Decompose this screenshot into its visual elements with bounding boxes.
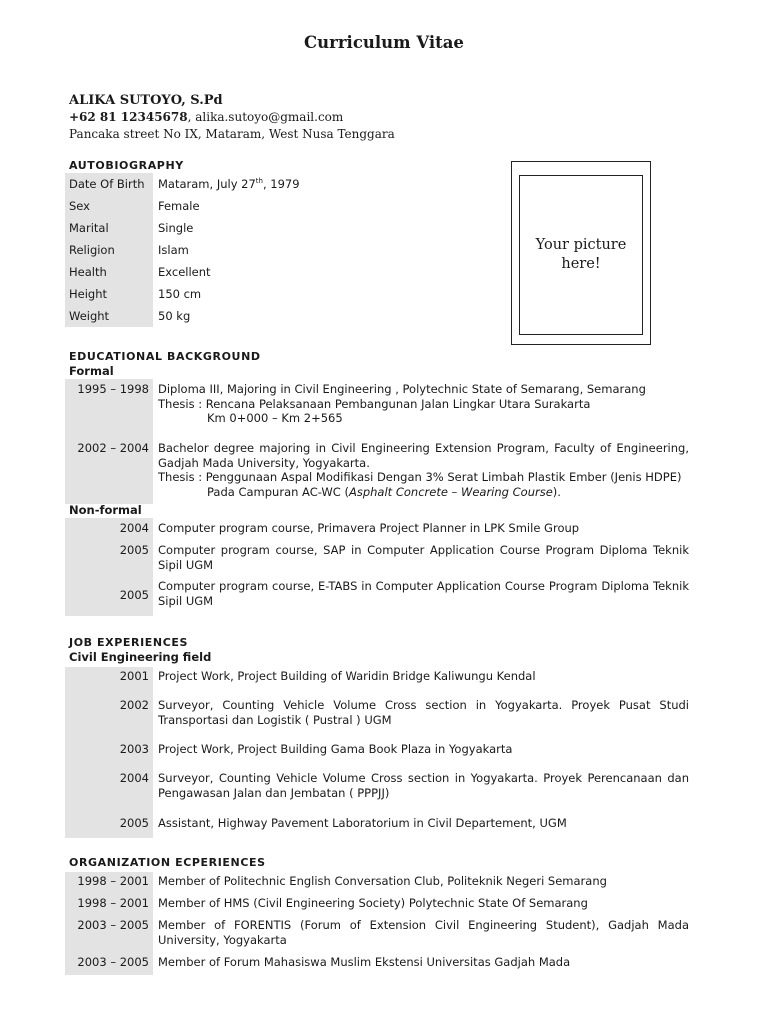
year-cell: 2001: [65, 667, 153, 696]
table-row: [65, 305, 438, 327]
job-text: Surveyor, Counting Vehicle Volume Cross section in Yogyakarta. Proyek Perencanaan dan Pengawasan Jalan dan Jembatan ( PPPJJ): [158, 771, 689, 800]
nonformal-education-table: [65, 518, 689, 616]
job-text: Surveyor, Counting Vehicle Volume Cross section in Yogyakarta. Proyek Pusat Studi Transportasi dan Logistik ( Pustral ) UGM: [158, 698, 689, 727]
table-row: [65, 740, 689, 769]
row-label: Date Of Birth: [65, 173, 153, 195]
education-entry: [153, 438, 689, 504]
row-value: 50 kg: [158, 309, 191, 323]
thesis-end: ).: [552, 484, 561, 499]
organization-text: Member of Forum Mahasiswa Muslim Ekstensi Universitas Gadjah Mada: [158, 955, 571, 969]
autobiography-table: [65, 173, 438, 327]
year-cell: 2003: [65, 740, 153, 769]
row-value: Excellent: [158, 265, 211, 279]
address-line: Pancaka street No IX, Mataram, West Nusa Tenggara: [69, 127, 395, 141]
row-label: Marital: [65, 217, 153, 239]
year-cell: 2005: [65, 576, 153, 616]
table-row: [65, 173, 438, 195]
table-row: [65, 518, 689, 540]
table-row: [65, 379, 689, 438]
education-degree: Bachelor degree majoring in Civil Engineering Extension Program, Faculty of Engineering, Gadjah Mada University, Yogyakarta.: [158, 441, 689, 470]
dob-suffix: th: [255, 177, 263, 186]
table-row: [65, 239, 438, 261]
education-degree: Diploma III, Majoring in Civil Engineering , Polytechnic State of Semarang, Semarang: [158, 382, 646, 396]
autobiography-heading: AUTOBIOGRAPHY: [69, 159, 184, 172]
row-value: [153, 173, 438, 195]
organization-heading: ORGANIZATION ECPERIENCES: [69, 856, 266, 869]
education-thesis-cont: [158, 485, 689, 500]
row-label: Height: [65, 283, 153, 305]
thesis-italic: Asphalt Concrete – Wearing Course: [348, 484, 553, 499]
jobs-heading: JOB EXPERIENCES: [69, 636, 189, 649]
formal-label: Formal: [69, 364, 114, 378]
education-thesis-cont: Km 0+000 – Km 2+565: [207, 411, 343, 425]
row-label: Religion: [65, 239, 153, 261]
jobs-table: [65, 667, 689, 838]
period-cell: 1998 – 2001: [65, 872, 153, 894]
year-cell: 2004: [65, 518, 153, 540]
table-row: [65, 916, 689, 953]
row-label: Health: [65, 261, 153, 283]
organization-table: [65, 872, 689, 975]
organization-text: Member of Politechnic English Conversation Club, Politeknik Negeri Semarang: [158, 874, 607, 888]
jobs-field-label: Civil Engineering field: [69, 650, 212, 664]
table-row: [65, 696, 689, 740]
course-text: Computer program course, E-TABS in Computer Application Course Program Diploma Teknik Sipil UGM: [158, 579, 689, 608]
row-value: 150 cm: [158, 287, 202, 301]
table-row: [65, 195, 438, 217]
table-row: [65, 894, 689, 916]
contact-line: [69, 110, 343, 124]
table-row: [65, 769, 689, 814]
table-row: [65, 953, 689, 975]
thesis-text: Pada Campuran AC-WC (: [207, 484, 349, 499]
nonformal-label: Non-formal: [69, 503, 142, 517]
job-text: Project Work, Project Building Gama Book Plaza in Yogyakarta: [158, 742, 513, 756]
education-thesis: Thesis : Rencana Pelaksanaan Pembangunan Jalan Lingkar Utara Surakarta: [158, 396, 591, 411]
photo-placeholder: Your picture here!: [519, 175, 643, 335]
phone-number: +62 81 12345678: [69, 110, 188, 124]
table-row: [65, 217, 438, 239]
year-cell: 2005: [65, 814, 153, 838]
period-cell: 1998 – 2001: [65, 894, 153, 916]
photo-frame: [511, 161, 651, 345]
row-value: Female: [158, 199, 200, 213]
year-cell: 2002: [65, 696, 153, 740]
course-text: Computer program course, SAP in Computer Application Course Program Diploma Teknik Sipil UGM: [158, 543, 689, 572]
table-row: [65, 872, 689, 894]
organization-text: Member of FORENTIS (Forum of Extension Civil Engineering Student), Gadjah Mada University, Yogyakarta: [158, 918, 689, 947]
email-address: , alika.sutoyo@gmail.com: [187, 110, 344, 124]
person-name: ALIKA SUTOYO, S.Pd: [69, 93, 223, 108]
period-cell: 1995 – 1998: [65, 379, 153, 438]
document-title: Curriculum Vitae: [304, 33, 464, 52]
row-value: Islam: [158, 243, 189, 257]
course-text: Computer program course, Primavera Project Planner in LPK Smile Group: [158, 521, 580, 535]
row-label: Weight: [65, 305, 153, 327]
row-value: Single: [158, 221, 194, 235]
table-row: [65, 814, 689, 838]
education-thesis: Thesis : Penggunaan Aspal Modifikasi Dengan 3% Serat Limbah Plastik Ember (Jenis HDPE): [158, 470, 682, 484]
period-cell: 2003 – 2005: [65, 916, 153, 953]
job-text: Project Work, Project Building of Waridin Bridge Kaliwungu Kendal: [158, 669, 536, 683]
row-label: Sex: [65, 195, 153, 217]
education-heading: EDUCATIONAL BACKGROUND: [69, 350, 261, 363]
job-text: Assistant, Highway Pavement Laboratorium in Civil Departement, UGM: [158, 816, 567, 830]
table-row: [65, 667, 689, 696]
year-cell: 2004: [65, 769, 153, 814]
organization-text: Member of HMS (Civil Engineering Society) Polytechnic State Of Semarang: [158, 896, 588, 910]
dob-year: , 1979: [262, 177, 300, 191]
education-entry: [153, 379, 689, 438]
period-cell: 2002 – 2004: [65, 438, 153, 504]
period-cell: 2003 – 2005: [65, 953, 153, 975]
table-row: [65, 261, 438, 283]
formal-education-table: [65, 379, 689, 504]
year-cell: 2005: [65, 540, 153, 576]
table-row: [65, 283, 438, 305]
table-row: [65, 576, 689, 616]
table-row: [65, 540, 689, 576]
dob-text: Mataram, July 27: [158, 177, 256, 191]
table-row: [65, 438, 689, 504]
